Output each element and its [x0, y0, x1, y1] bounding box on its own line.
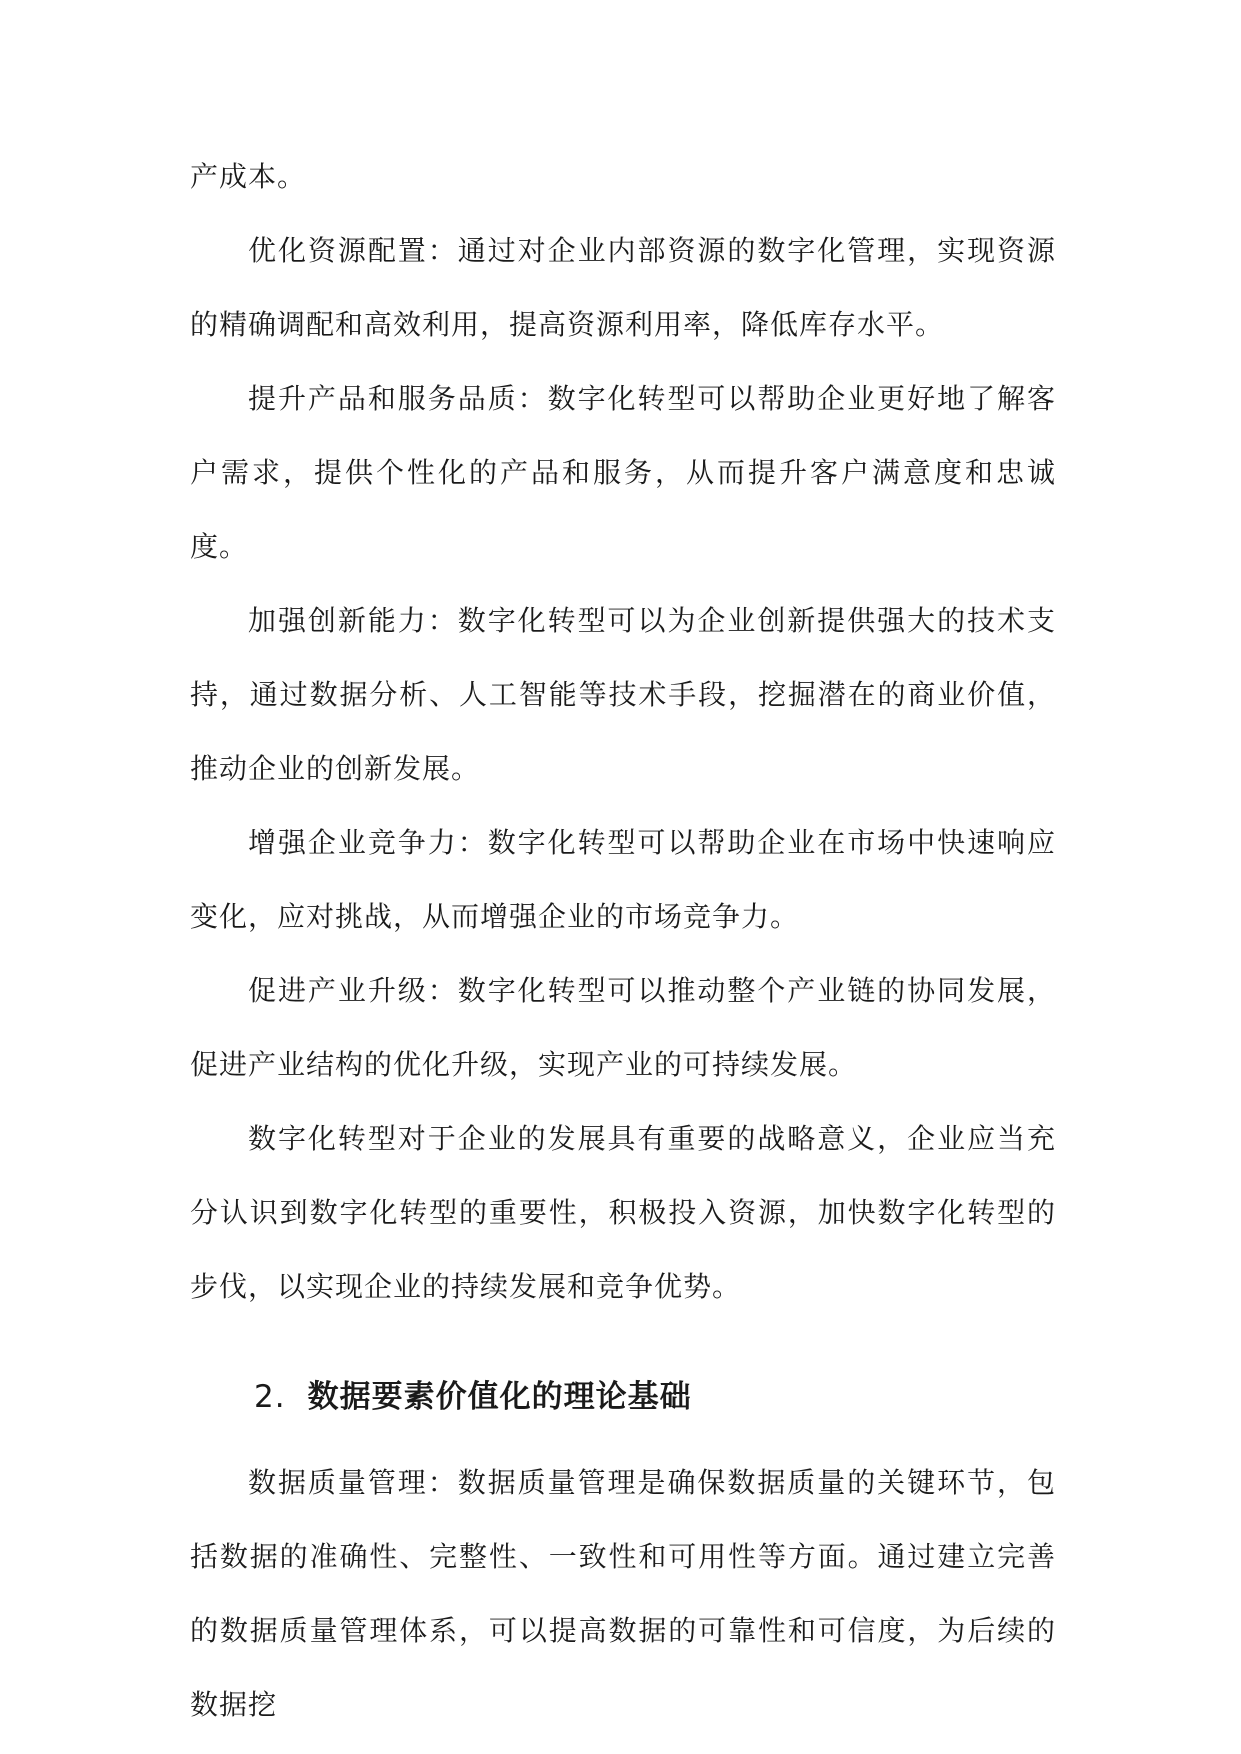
section-title: 数据要素价值化的理论基础	[307, 1379, 692, 1415]
paragraph-data-quality: 数据质量管理：数据质量管理是确保数据质量的关键环节，包括数据的准确性、完整性、一致性和可用性等方面。通过建立完善的数据质量管理体系，可以提高数据的可靠性和可信度，为后续的数据挖	[190, 1466, 1056, 1721]
paragraph-competitiveness: 增强企业竞争力：数字化转型可以帮助企业在市场中快速响应变化，应对挑战，从而增强企业的市场竞争力。	[190, 826, 1056, 933]
paragraph-innovation: 加强创新能力：数字化转型可以为企业创新提供强大的技术支持，通过数据分析、人工智能等技术手段，挖掘潜在的商业价值，推动企业的创新发展。	[190, 604, 1056, 785]
section-number: 2.	[254, 1379, 286, 1415]
paragraph-industry-upgrade: 促进产业升级：数字化转型可以推动整个产业链的协同发展，促进产业结构的优化升级，实现产业的可持续发展。	[190, 974, 1056, 1081]
document-page	[190, 140, 1056, 1742]
paragraph-optimize-resources: 优化资源配置：通过对企业内部资源的数字化管理，实现资源的精确调配和高效利用，提高资源利用率，降低库存水平。	[190, 234, 1056, 341]
section-heading	[190, 1352, 1056, 1442]
paragraph-summary: 数字化转型对于企业的发展具有重要的战略意义，企业应当充分认识到数字化转型的重要性，积极投入资源，加快数字化转型的步伐，以实现企业的持续发展和竞争优势。	[190, 1122, 1056, 1303]
paragraph-improve-quality: 提升产品和服务品质：数字化转型可以帮助企业更好地了解客户需求，提供个性化的产品和服务，从而提升客户满意度和忠诚度。	[190, 382, 1056, 563]
paragraph-continuation: 产成本。	[190, 160, 307, 193]
